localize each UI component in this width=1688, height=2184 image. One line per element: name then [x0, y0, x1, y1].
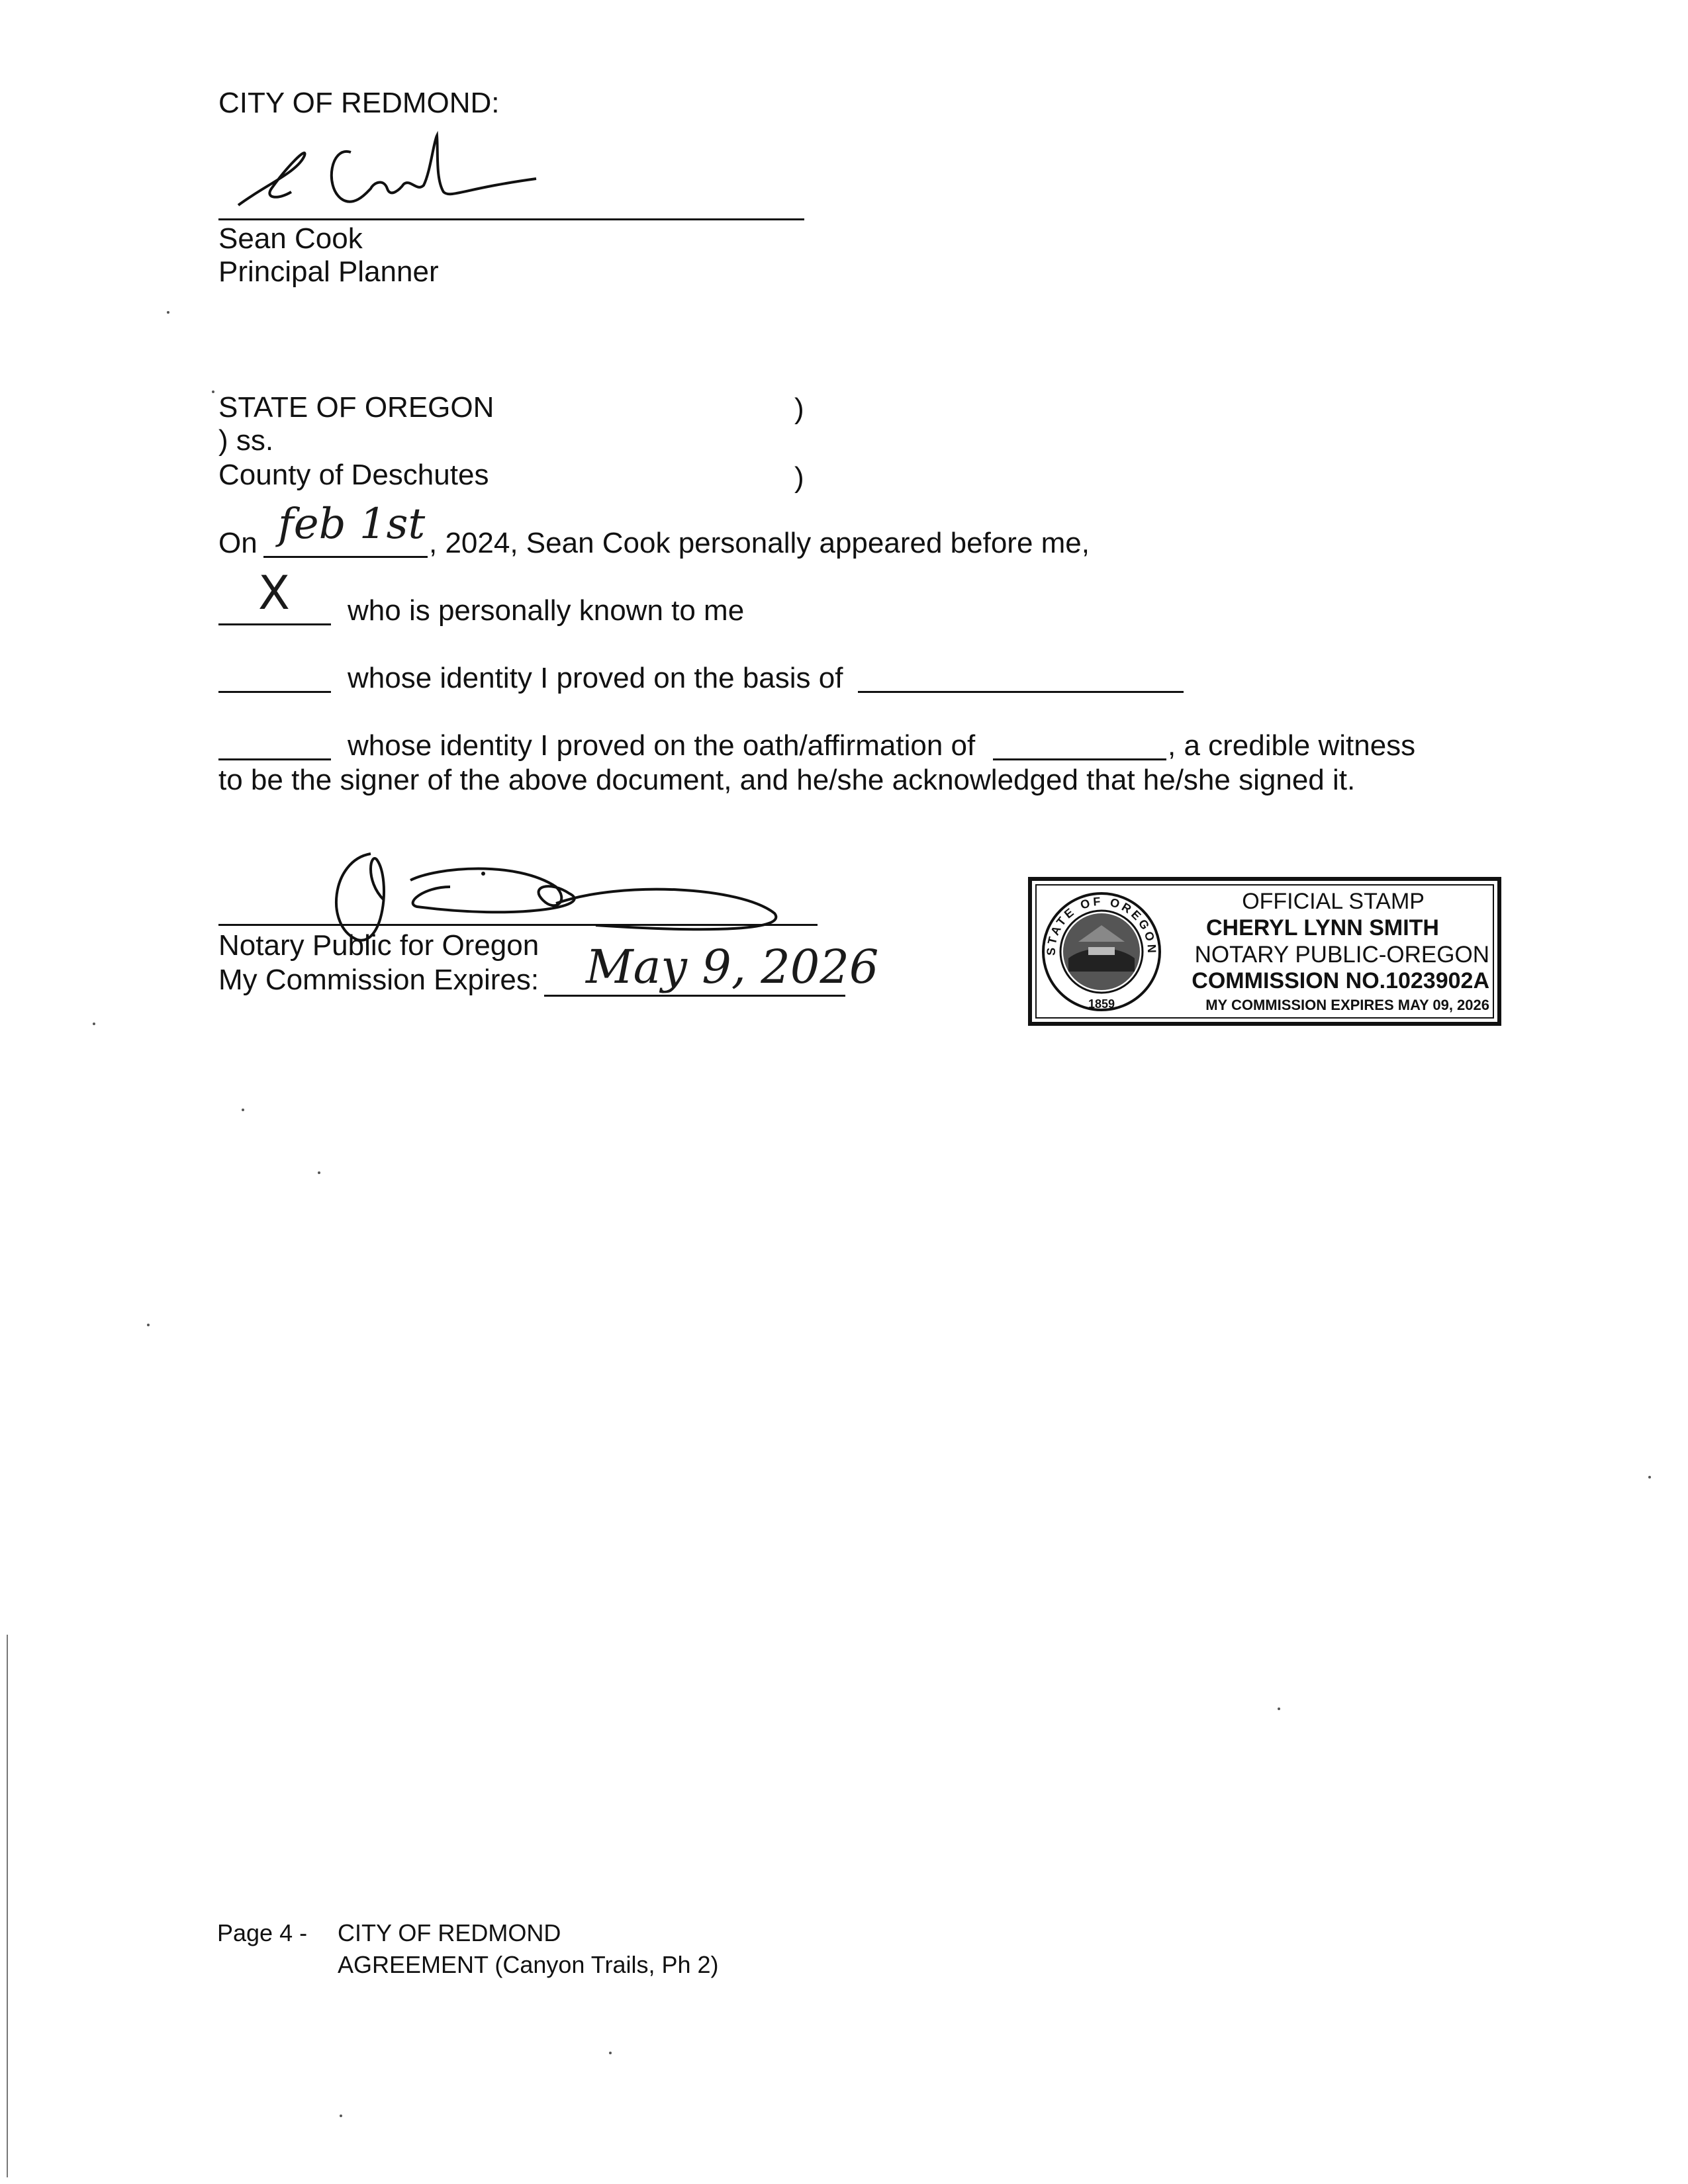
city-label: CITY OF REDMOND:	[218, 87, 500, 119]
venue-ss: ) ss.	[218, 424, 274, 457]
scan-speck	[93, 1023, 95, 1025]
scan-speck	[609, 2052, 612, 2054]
signer-name: Sean Cook	[218, 222, 363, 255]
ack-on: On	[218, 527, 258, 559]
stamp-line4: COMMISSION NO.1023902A	[1192, 968, 1489, 993]
venue-state: STATE OF OREGON	[218, 391, 494, 424]
notary-expires-label: My Commission Expires:	[218, 964, 539, 996]
ack-closing: to be the signer of the above document, and he/she acknowledged that he/she signed it.	[218, 764, 1356, 796]
ack-date-line	[263, 556, 428, 558]
state-seal-icon	[1039, 889, 1164, 1015]
stamp-line3: NOTARY PUBLIC-OREGON	[1194, 942, 1489, 968]
footer-page: Page 4 -	[217, 1919, 308, 1946]
scan-speck	[1648, 1476, 1651, 1479]
scan-margin-line	[7, 1635, 8, 2177]
ack-date-handwritten: feb 1st	[278, 500, 426, 549]
city-signature-line	[218, 218, 804, 220]
seal-text-top: STATE OF OREGON	[1044, 894, 1159, 956]
option3-blank	[218, 758, 331, 760]
option3-witness-blank	[993, 758, 1166, 760]
scan-speck	[340, 2115, 342, 2117]
venue-paren-1: )	[794, 392, 804, 425]
option2-text: whose identity I proved on the basis of	[348, 662, 843, 694]
notary-expires-handwritten: May 9, 2026	[586, 940, 879, 994]
option3-suffix: , a credible witness	[1168, 729, 1416, 762]
scan-speck	[1278, 1707, 1280, 1710]
venue-county: County of Deschutes	[218, 459, 489, 491]
scan-speck	[167, 311, 169, 314]
venue-paren-2: )	[794, 461, 804, 494]
scan-speck	[147, 1324, 150, 1326]
option1-text: who is personally known to me	[348, 594, 745, 627]
stamp-line1: OFFICIAL STAMP	[1242, 889, 1425, 914]
scan-speck	[318, 1171, 320, 1174]
notary-signature-line	[218, 924, 818, 926]
scan-speck	[242, 1109, 244, 1111]
notary-expires-line	[544, 995, 845, 997]
scan-speck	[212, 390, 214, 393]
notary-label: Notary Public for Oregon	[218, 929, 539, 962]
signer-title: Principal Planner	[218, 255, 439, 288]
footer-line1: CITY OF REDMOND	[338, 1919, 561, 1946]
option1-mark: X	[258, 566, 290, 620]
official-stamp	[1028, 877, 1501, 1026]
option2-basis-blank	[858, 691, 1184, 693]
option1-blank	[218, 623, 331, 625]
stamp-line5: MY COMMISSION EXPIRES MAY 09, 2026	[1205, 997, 1489, 1013]
option3-text: whose identity I proved on the oath/affirmation of	[348, 729, 976, 762]
ack-appeared-text: , 2024, Sean Cook personally appeared before me,	[429, 527, 1090, 559]
stamp-line2: CHERYL LYNN SMITH	[1205, 915, 1439, 940]
option2-blank	[218, 691, 331, 693]
footer-line2: AGREEMENT (Canyon Trails, Ph 2)	[338, 1951, 719, 1978]
seal-year: 1859	[1088, 997, 1115, 1011]
city-signature	[225, 126, 556, 218]
